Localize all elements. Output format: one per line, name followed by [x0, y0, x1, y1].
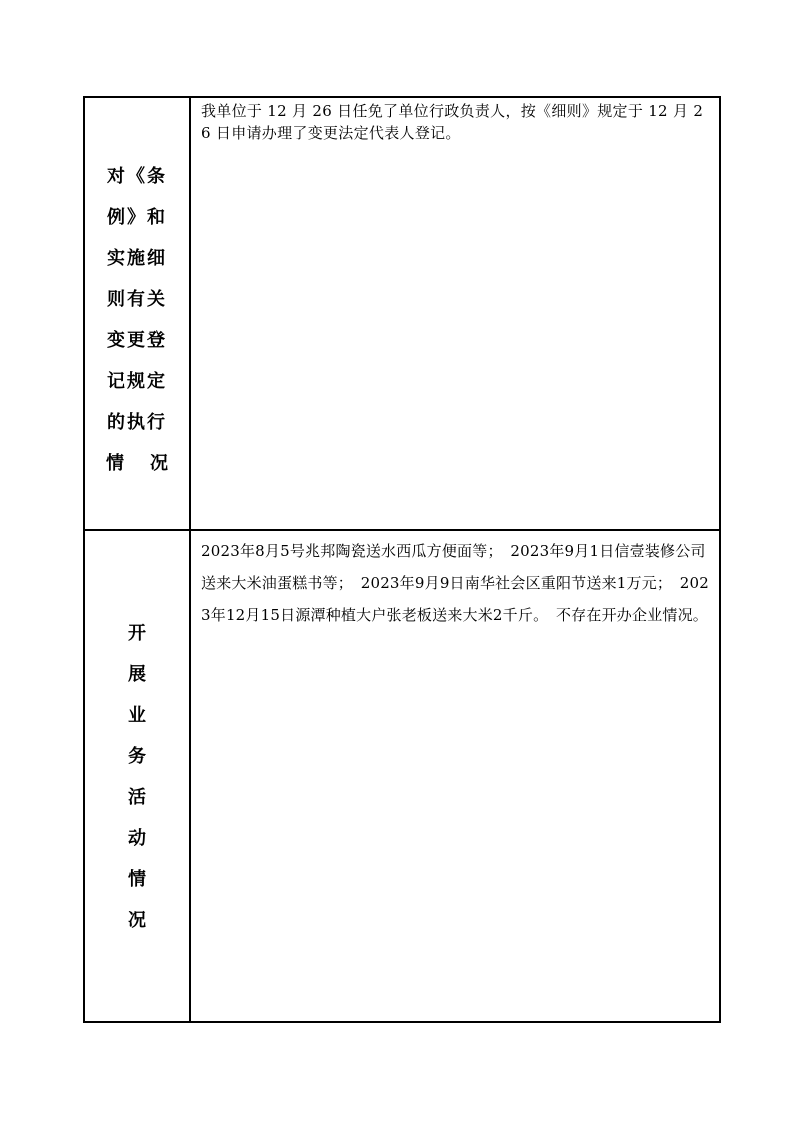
label-line: 对《条 — [107, 166, 167, 187]
label-line: 例》和 — [107, 207, 167, 228]
label-line: 变更登 — [107, 330, 167, 351]
execution-status-label — [85, 156, 194, 484]
execution-status-row — [84, 97, 720, 530]
label-line: 情 — [128, 869, 146, 890]
business-activity-content-cell — [190, 530, 720, 1022]
label-line: 开 — [128, 623, 146, 644]
label-line: 的执行 — [107, 412, 167, 433]
registration-form-table — [83, 96, 721, 1023]
label-line: 业 — [128, 705, 146, 726]
label-line: 则有关 — [107, 289, 167, 310]
execution-status-text: 我单位于 12 月 26 日任免了单位行政负责人，按《细则》规定于 12 月 26 日申请办理了变更法定代表人登记。 — [201, 102, 704, 142]
business-activity-label-cell — [84, 530, 190, 1022]
label-line: 动 — [128, 828, 146, 849]
label-line: 情况 — [106, 453, 194, 474]
business-activity-text: 2023年8月5号兆邦陶瓷送水西瓜方便面等； 2023年9月1日信壹装修公司送来大米油蛋糕书等； 2023年9月9日南华社会区重阳节送来1万元； 2023年12月15日源潭种植大户张老板送来大米2千斤。 不存在开办企业情况。 — [201, 542, 710, 624]
label-line: 实施细 — [107, 248, 167, 269]
business-activity-label — [85, 613, 189, 941]
business-activity-row — [84, 530, 720, 1022]
execution-status-label-cell — [84, 97, 194, 530]
label-line: 展 — [128, 664, 146, 685]
execution-status-content-cell — [190, 97, 720, 530]
label-line: 况 — [128, 910, 146, 931]
label-line: 活 — [128, 787, 146, 808]
label-line: 记规定 — [107, 371, 167, 392]
label-line: 务 — [128, 746, 146, 767]
